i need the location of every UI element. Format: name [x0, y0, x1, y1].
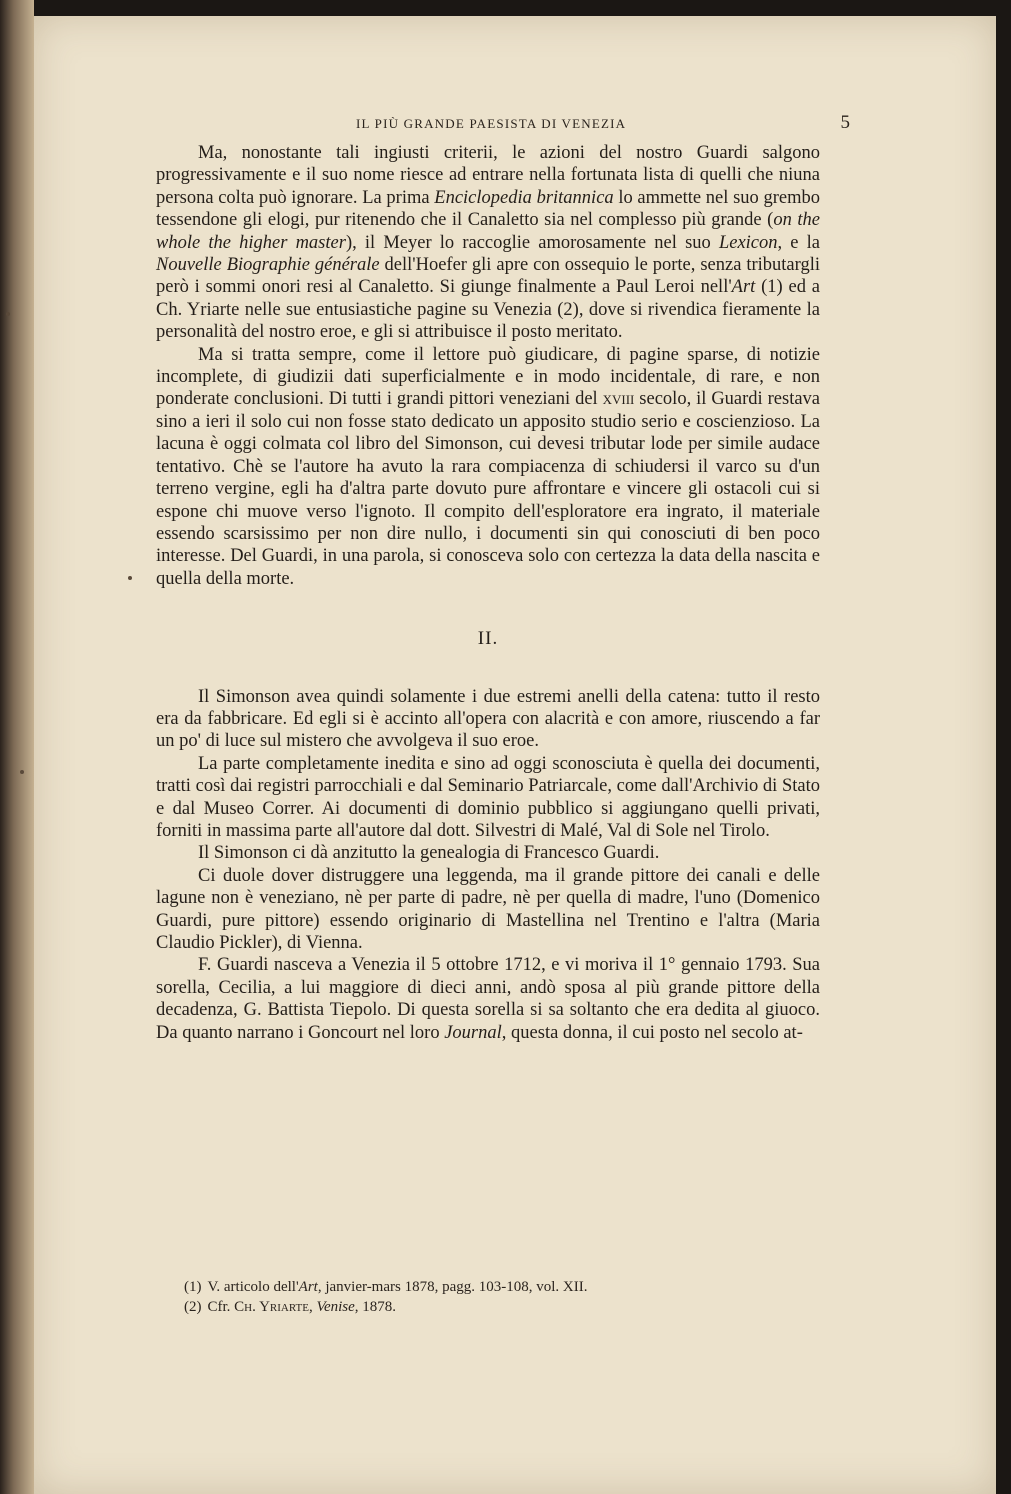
paragraph-1 [156, 142, 820, 344]
paragraph-2 [156, 344, 820, 590]
paragraph-3: Il Simonson avea quindi solamente i due estremi anelli della catena: tutto il resto era da fabbricare. Ed egli si è accinto all'opera con alacrità e con amore, riuscendo a far un po' di luce sul mistero che avvolgeva il suo eroe. [156, 686, 820, 752]
text-run: lo ammette nel suo grembo tessendone gli elogi, pur ritenendo che il Canaletto sia nel complesso più grande ( [156, 187, 820, 231]
text-run: V. articolo dell' [207, 1279, 299, 1295]
century-numeral: xviii [602, 389, 635, 410]
footnote-1 [184, 1277, 824, 1297]
section-heading: II. [477, 628, 499, 650]
dust-speck [128, 576, 132, 580]
paragraph-6: Ci duole dover distruggere una leggenda, ma il grande pittore dei canali e delle lagune non è veneziano, nè per parte di padre, nè per quella di madre, l'uno (Domenico Guardi, pure pittore) essendo originario di Mastellina nel Trentino e l'altra (Maria Claudio Pickler), di Vienna. [156, 865, 820, 953]
footnote-mark: (1) [184, 1279, 202, 1295]
text-run: Cfr. [207, 1299, 235, 1315]
italic-title: Nouvelle Biographie générale [156, 255, 380, 276]
text-run: , e la [777, 232, 821, 253]
text-run: , janvier-mars 1878, pagg. 103-108, vol. XII. [317, 1279, 588, 1295]
text-run: Ma si tratta sempre, come il lettore può giudicare, di pagine sparse, di notizie incomplete, di giudizii dati superficialmente e in modo incidentale, di rare, e non ponderate conclusioni. Di tutti i grandi pittori veneziani del [156, 344, 820, 410]
dust-speck [20, 770, 24, 774]
footnote-mark: (2) [184, 1299, 202, 1315]
footnotes [184, 1277, 824, 1317]
paragraph-4: La parte completamente inedita e sino ad oggi sconosciuta è quella dei documenti, tratti così dai registri parrocchiali e dal Seminario Patriarcale, come dall'Archivio di Stato e dal Museo Correr. Ai documenti di dominio pubblico si aggiungano quelli privati, forniti in massima parte all'autore dal dott. Silvestri di Malé, Val di Sole nel Tirolo. [156, 753, 820, 841]
italic-title: Art [298, 1279, 318, 1295]
body-text [156, 142, 820, 1044]
text-run: ), il Meyer lo raccoglie amorosamente nel suo [345, 232, 719, 253]
running-title: IL PIÙ GRANDE PAESISTA DI VENEZIA [356, 116, 627, 131]
page-number: 5 [840, 112, 850, 133]
italic-title: Art [731, 277, 756, 298]
footnote-2 [184, 1297, 824, 1317]
text-run: , questa donna, il cui posto nel secolo at- [501, 1022, 803, 1043]
dust-speck [6, 312, 10, 316]
text-run: secolo, il Guardi restava sino a ieri il solo cui non fosse stato dedicato un apposito studio serio e coscienzioso. La lacuna è oggi colmata col libro del Simonson, cui devesi tributar lode per simile audace tentativo. Chè se l'autore ha avuto la rara compiacenza di schiudersi il varco su d'un terreno vergine, egli ha d'altra parte dovuto pure affrontare e vincere gli ostacoli cui si espone chi muove verso l'ignoto. Il compito dell'esploratore era ingrato, il materiale essendo scarsissimo per non dire nullo, i documenti sin qui conosciuti di ben poco interesse. Del Guardi, in una parola, si conosceva solo con certezza la data della nascita e quella della morte. [156, 389, 821, 589]
text-run: F. Guardi nasceva a Venezia il 5 ottobre 1712, e vi moriva il 1° gennaio 1793. Sua sorella, Cecilia, a lui maggiore di dieci anni, andò sposa al più grande pittore della decadenza, G. Battista Tiepolo. Di questa sorella si sa soltanto che era dedita al giuoco. Da quanto narrano i Goncourt nel loro [156, 955, 820, 1043]
italic-title: Venise [316, 1299, 355, 1315]
text-run: , 1878. [354, 1299, 397, 1315]
italic-title: Lexicon [718, 232, 778, 253]
paragraph-5: Il Simonson ci dà anzitutto la genealogia di Francesco Guardi. [198, 843, 660, 864]
author-name: Ch. Yriarte [234, 1299, 309, 1315]
italic-title: Journal [444, 1022, 502, 1043]
text-run: dell'Hoefer gli apre con ossequio le porte, senza tributargli però i sommi onori resi al Canaletto. Si giunge finalmente a Paul Leroi nell' [156, 255, 820, 298]
paragraph-7 [156, 954, 820, 1044]
running-header [250, 114, 850, 136]
text-run: , [308, 1299, 317, 1315]
italic-title: Enciclopedia britannica [434, 187, 614, 208]
text-run: (1) ed a Ch. Yriarte nelle sue entusiastiche pagine su Venezia (2), dove si rivendica fieramente la personalità del nostro eroe, e gli si attribuisce il posto meritato. [156, 277, 820, 343]
binding-edge [0, 0, 34, 1494]
italic-quote: on the whole the higher master [156, 210, 820, 253]
text-run: Ma, nonostante tali ingiusti criterii, le azioni del nostro Guardi salgono progressivamente e il suo nome riesce ad entrare nella fortunata lista di quelli che niuna persona colta può ignorare. La prima [156, 143, 820, 208]
